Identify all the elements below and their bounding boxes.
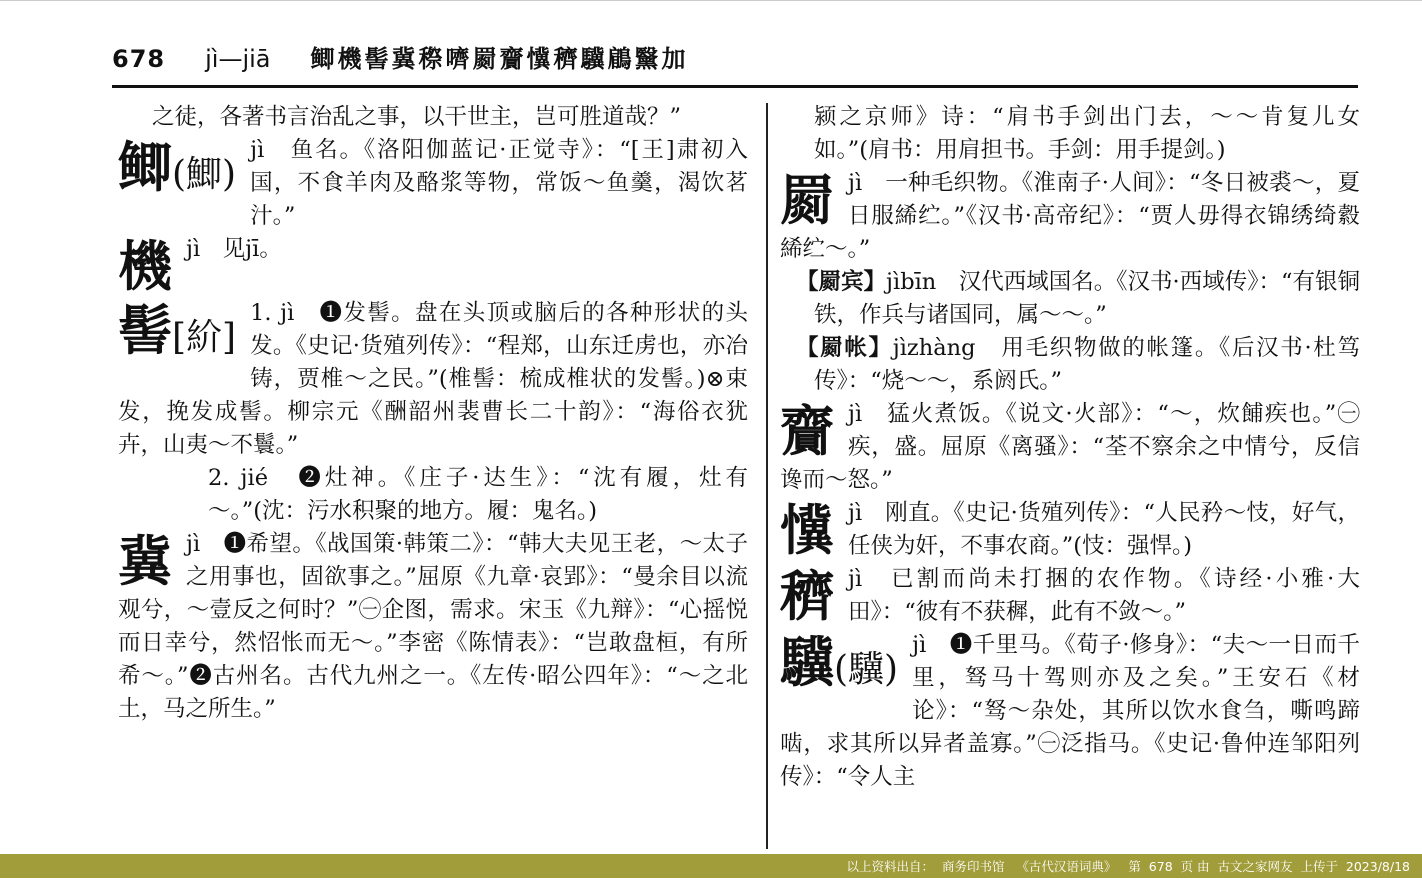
dict-entry (118, 134, 748, 233)
entry-text: jì 刚直。《史记·货殖列传》：“人民矜～忮，好气，任侠为奸，不事农商。”(忮：强悍。) (848, 500, 1360, 559)
dict-entry (780, 629, 1360, 794)
continuation-paragraph: 之徒，各著书言治乱之事，以干世主，岂可胜道哉？” (152, 104, 682, 130)
column-divider (766, 103, 768, 849)
entry-text: 1. jì ❶发髻。盘在头顶或脑后的各种形状的头发。《史记·货殖列传》：“程郑，山东迁虏也，亦冶铸，贾椎～之民。”(椎髻：梳成椎状的发髻。)⊗束发，挽发成髻。柳宗元《酬韶州裴曹长二十韵》：“海俗衣犹卉，山夷～不鬟。” (118, 300, 748, 458)
dict-entry (780, 563, 1360, 629)
entry-text: jì 已割而尚未打捆的农作物。《诗经·小雅·大田》：“彼有不获穉，此有不敛～。” (848, 566, 1360, 625)
headword: 穧 (780, 564, 834, 628)
page-header (112, 39, 689, 79)
headword: 鲫(鯽) (118, 135, 237, 199)
source-footer: 以上资料出自： 商务印书馆 《古代汉语词典》 第 678 页 由 古文之家网友 上传于 2023/8/18 (0, 854, 1422, 878)
dict-entry (118, 528, 748, 726)
entry-text: jì ❶千里马。《荀子·修身》：“夫～一日而千里，驽马十驾则亦及之矣。”王安石《材论》：“驽～杂处，其所以饮水食刍，嘶鸣蹄啮，求其所以异者盖寡。”㊀泛指马。《史记·鲁仲连邹阳列传》：“令人主 (780, 632, 1360, 790)
right-column (780, 101, 1360, 851)
dict-entry (780, 167, 1360, 266)
headword: 懻 (780, 498, 834, 562)
dict-entry (118, 233, 748, 298)
entry-text: jì ❶希望。《战国策·韩策二》：“韩大夫见王老，～太子之用事也，固欲事之。”屈原《九章·哀郢》：“曼余目以流观兮，～壹反之何时？”㊀企图，需求。宋玉《九辩》：“心摇悦而日幸兮，然怊怅而无～。”李密《陈情表》：“岂敢盘桓，有所希～。”❷古州名。古代九州之一。《左传·昭公四年》：“～之北土，马之所生。” (118, 531, 748, 722)
dict-entry (780, 497, 1360, 563)
headword: 驥(驥) (780, 630, 899, 694)
compound-headword: 【罽帐】 (796, 335, 893, 361)
headword: 齎 (780, 399, 834, 463)
header-rule (112, 85, 1358, 88)
entry-text: jì 见jī。 (186, 236, 282, 262)
headword: 罽 (780, 168, 834, 232)
pinyin-range: jì—jiā (205, 45, 271, 73)
dict-entry-sense (118, 462, 748, 528)
continuation-text (780, 101, 1360, 167)
dict-entry (780, 398, 1360, 497)
left-column (118, 101, 748, 851)
entry-text: jì 鱼名。《洛阳伽蓝记·正觉寺》：“[王]肃初入国，不食羊肉及酪浆等物，常饭～鱼羹，渴饮茗汁。” (250, 137, 748, 229)
variant-form: [紒] (172, 317, 237, 358)
page-number: 678 (112, 45, 166, 73)
entry-text: jìzhàng 用毛织物做的帐篷。《后汉书·杜笃传》：“烧～～，系阏氏。” (814, 335, 1360, 394)
entry-text: jì 一种毛织物。《淮南子·人间》：“冬日被裘～，夏日服絺纻。”《汉书·高帝纪》：“贾人毋得衣锦绣绮縠絺纻～。” (780, 170, 1360, 262)
compound-entry (780, 332, 1360, 398)
compound-headword: 【罽宾】 (796, 269, 887, 295)
entry-text: jìbīn 汉代西域国名。《汉书·西域传》：“有银铜铁，作兵与诸国同，属～～。” (814, 269, 1360, 328)
variant-form: (驥) (834, 649, 899, 690)
dict-entry (118, 297, 748, 462)
entry-text: jì 猛火煮饭。《说文·火部》：“～，炊餔疾也。”㊀疾，盛。屈原《离骚》：“荃不察余之中情兮，反信谗而～怒。” (780, 401, 1360, 493)
compound-entry (780, 266, 1360, 332)
headword: 機 (118, 234, 172, 298)
header-characters: 鲫機髻冀穄嚌罽齎懻穧驥鵳黳加 (310, 44, 689, 73)
headword: 冀 (118, 529, 172, 593)
headword: 髻[紒] (118, 298, 237, 362)
continuation-paragraph: 颍之京师》诗：“肩书手剑出门去，～～肯复儿女如。”(肩书：用肩担书。手剑：用手提剑。) (814, 104, 1360, 163)
entry-text: 2. jié ❷灶神。《庄子·达生》：“沈有履，灶有～。”(沈：污水积聚的地方。履：鬼名。) (208, 465, 748, 524)
variant-form: (鯽) (172, 154, 237, 195)
continuation-text (118, 101, 748, 134)
